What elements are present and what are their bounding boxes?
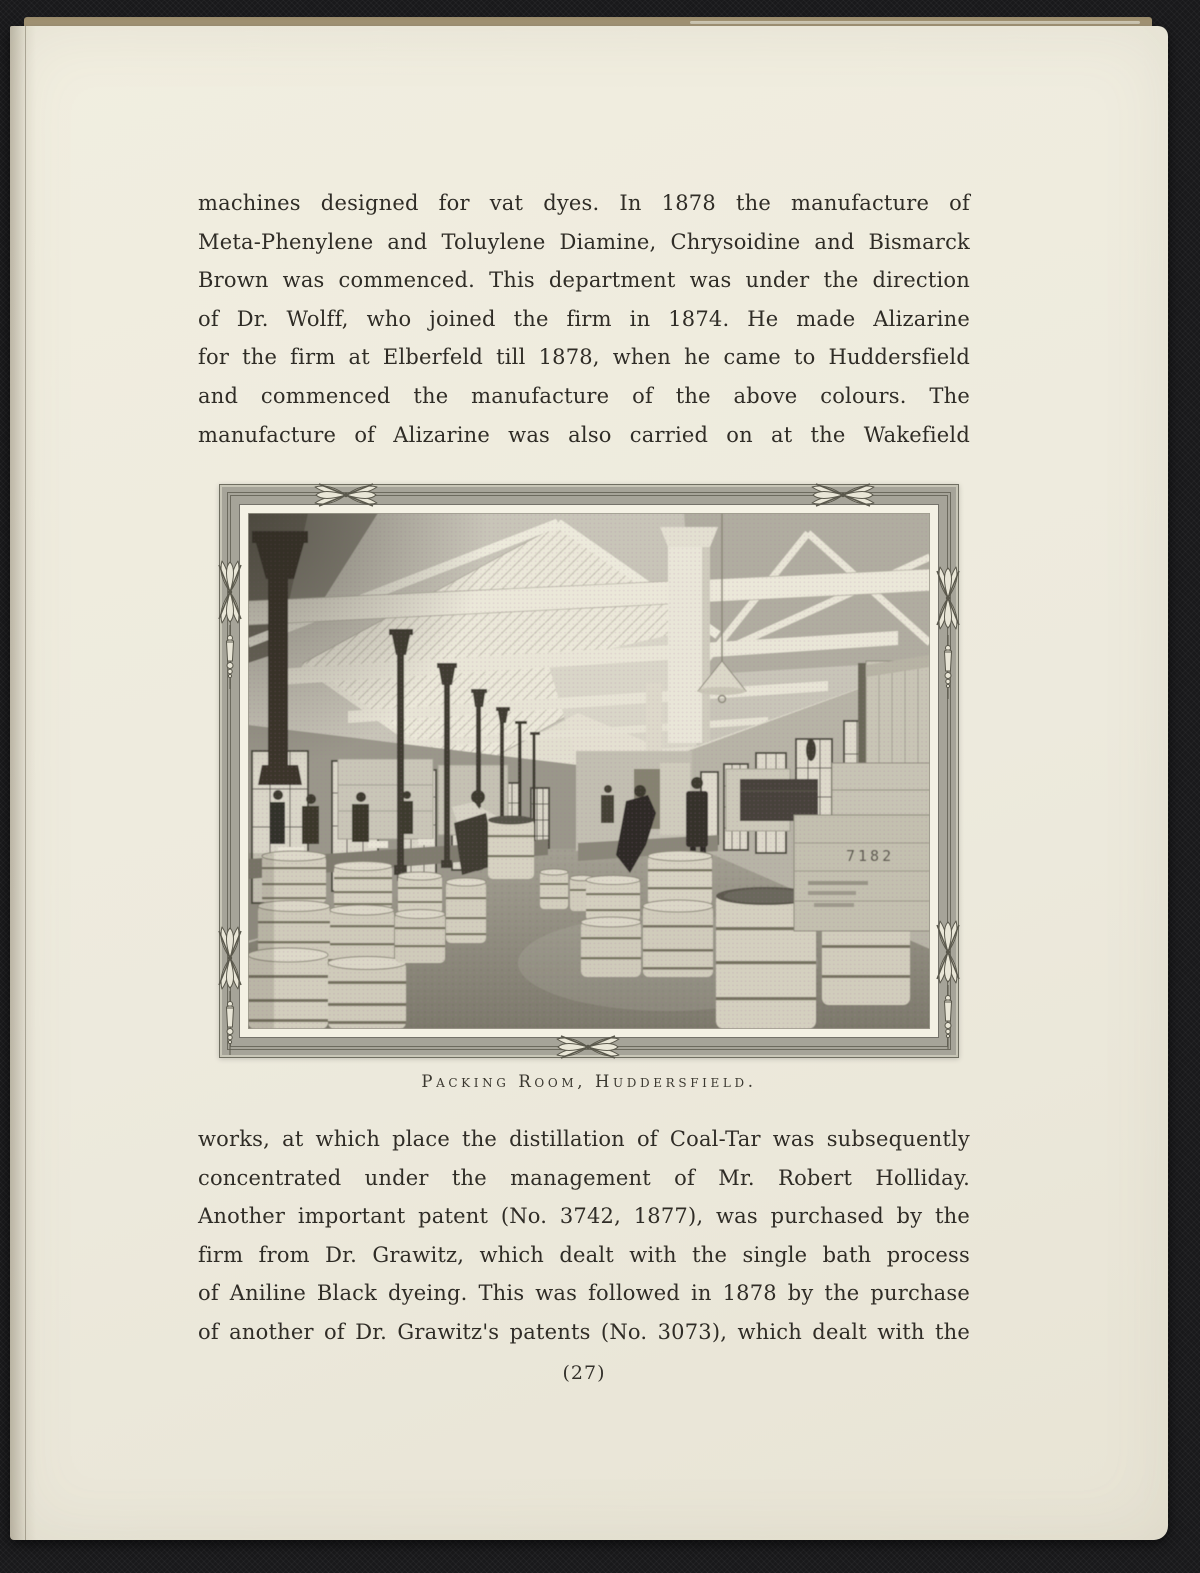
frame-leaf-ornament-icon [216,557,244,627]
text-line: concentrated under the management of Mr. Robert Holliday. [198,1165,970,1190]
text-line: of Aniline Black dyeing. This was followed in 1878 by the purchase [198,1281,970,1306]
text-line: machines designed for vat dyes. In 1878 the manufacture of [198,191,970,215]
frame-tassel-ornament-icon [222,991,238,1055]
text-line: Brown was commenced. This department was under the direction [198,268,970,293]
underlying-page-edge-line [690,21,1140,24]
page-gutter-shadow [10,26,36,1540]
photo-caption: Packing Room, Huddersfield. [421,1072,757,1091]
page-number: (27) [562,1362,606,1384]
text-line: for the firm at Elberfeld till 1878, when he came to Huddersfield [198,345,970,370]
frame-leaf-ornament-icon [553,1033,623,1061]
packing-room-photograph [248,513,930,1029]
text-line: Meta-Phenylene and Toluylene Diamine, Chrysoidine and Bismarck [198,229,970,254]
text-line: of Dr. Wolff, who joined the firm in 1874. He made Alizarine [198,306,970,331]
frame-leaf-ornament-icon [808,481,878,509]
text-line: and commenced the manufacture of the above colours. The [198,383,970,408]
text-line: manufacture of Alizarine was also carried on at the Wakefield [198,422,970,447]
paragraph-top [198,184,970,454]
page-fold-line [25,26,26,1540]
frame-leaf-ornament-icon [934,917,962,987]
frame-tassel-ornament-icon [940,635,956,699]
frame-leaf-ornament-icon [216,923,244,993]
frame-tassel-ornament-icon [940,985,956,1049]
photo-plate [219,484,959,1058]
text-line: of another of Dr. Grawitz's patents (No. 3073), which dealt with the [198,1319,970,1344]
frame-leaf-ornament-icon [311,481,381,509]
frame-leaf-ornament-icon [934,563,962,633]
ornamental-photo-frame [219,484,959,1058]
text-line: Another important patent (No. 3742, 1877), was purchased by the [198,1204,970,1229]
frame-tassel-ornament-icon [222,625,238,689]
paragraph-bottom [198,1120,970,1352]
book-page [10,26,1168,1540]
text-line: works, at which place the distillation of Coal-Tar was subsequently [198,1127,970,1151]
photo-mat [240,505,938,1037]
text-line: firm from Dr. Grawitz, which dealt with the single bath process [198,1242,970,1267]
